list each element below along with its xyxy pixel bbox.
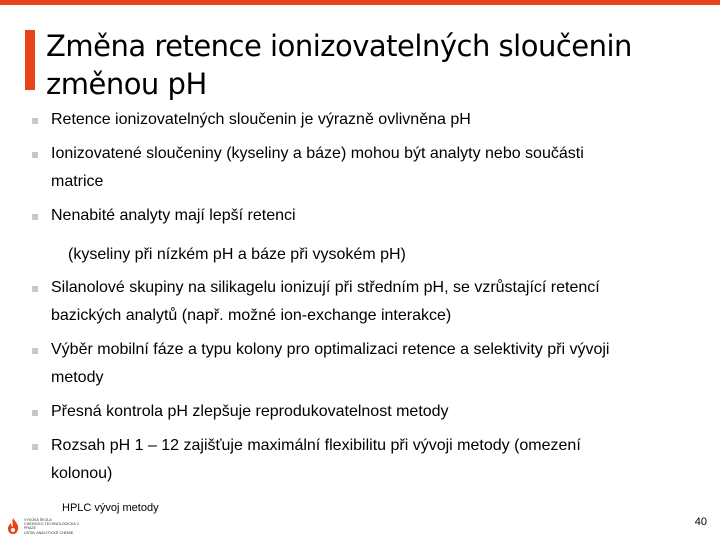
bullet-square-icon <box>32 286 38 292</box>
bullet-item-4 <box>30 274 700 330</box>
logo-text <box>24 518 84 535</box>
bullet-text: Retence ionizovatelných sloučenin je výrazně ovlivněna pH <box>51 111 471 128</box>
bullet-text-continuation: bazických analytů (např. možné ion-exchange interakce) <box>51 307 452 324</box>
bullet-text-continuation: metody <box>51 369 104 386</box>
bullet-square-icon <box>32 348 38 354</box>
logo-text-line: CHEMICKO-TECHNOLOGICKÁ V PRAZE <box>24 522 80 531</box>
bullet-text: Silanolové skupiny na silikagelu ionizují při středním pH, se vzrůstající retencí <box>51 279 600 296</box>
bullet-text: Přesná kontrola pH zlepšuje reprodukovatelnost metody <box>51 403 449 420</box>
bullet-square-icon <box>32 118 38 124</box>
bullet-text-continuation: kolonou) <box>51 465 113 482</box>
slide-title-line-2: změnou pH <box>46 67 207 101</box>
school-logo <box>6 517 84 535</box>
bullet-list <box>30 106 700 488</box>
title-accent-bar <box>25 30 35 90</box>
bullet-text: Ionizovatené sloučeniny (kyseliny a báze) mohou být analyty nebo součásti <box>51 145 584 162</box>
slide-title <box>46 27 706 103</box>
footer-title: HPLC vývoj metody <box>62 502 159 514</box>
bullet-text-continuation: matrice <box>51 173 104 190</box>
logo-text-line: ÚSTAV ANALYTICKÉ CHEMIE <box>24 530 74 535</box>
bullet-square-icon <box>32 214 38 220</box>
bullet-item-2 <box>30 140 700 196</box>
top-accent-bar <box>0 0 720 5</box>
bullet-item-1 <box>30 106 700 134</box>
flame-logo-icon <box>6 517 20 535</box>
bullet-text: Výběr mobilní fáze a typu kolony pro optimalizaci retence a selektivity při vývoji <box>51 341 610 358</box>
bullet-square-icon <box>32 152 38 158</box>
logo-text-line: VYSOKÁ ŠKOLA <box>24 518 52 522</box>
bullet-item-5 <box>30 336 700 392</box>
slide-title-line-1: Změna retence ionizovatelných sloučenin <box>46 29 632 63</box>
bullet-item-7 <box>30 432 700 488</box>
bullet-square-icon <box>32 444 38 450</box>
bullet-square-icon <box>32 410 38 416</box>
bullet-item-3 <box>30 202 700 230</box>
bullet-subnote: (kyseliny při nízkém pH a báze při vysokém pH) <box>68 246 406 263</box>
page-number: 40 <box>694 516 707 528</box>
bullet-item-6 <box>30 398 700 426</box>
bullet-text: Rozsah pH 1 – 12 zajišťuje maximální flexibilitu při vývoji metody (omezení <box>51 437 581 454</box>
bullet-text: Nenabité analyty mají lepší retenci <box>51 207 296 224</box>
